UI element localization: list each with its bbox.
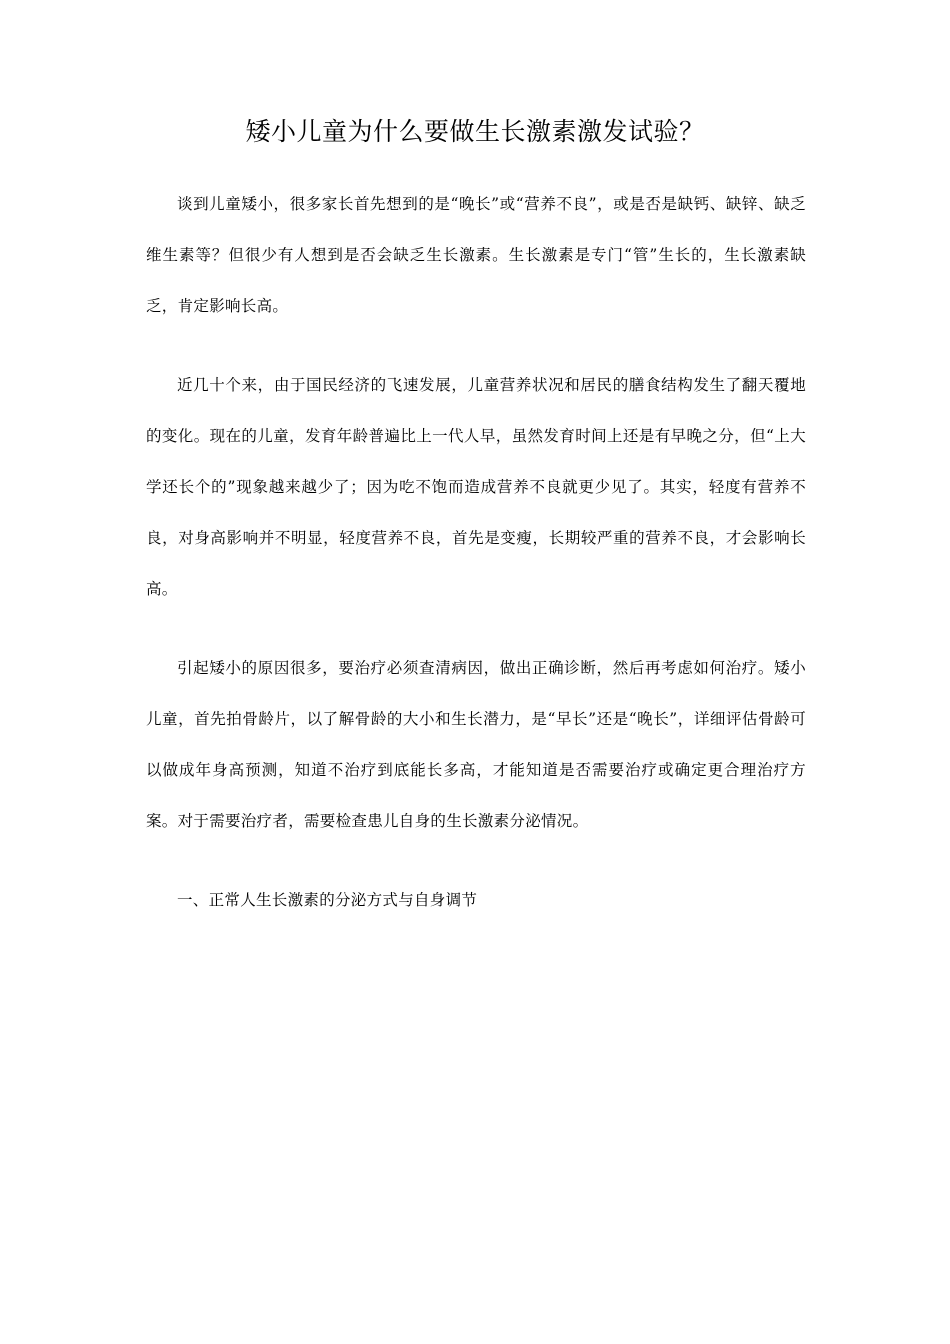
document-body [146,179,806,926]
paragraph-2: 近几十个来，由于国民经济的飞速发展，儿童营养状况和居民的膳食结构发生了翻天覆地的变化。现在的儿童，发育年龄普遍比上一代人早，虽然发育时间上还是有早晚之分，但“上大学还长个的”现象越来越少了；因为吃不饱而造成营养不良就更少见了。其实，轻度有营养不良，对身高影响并不明显，轻度营养不良，首先是变瘦，长期较严重的营养不良，才会影响长高。 [146,376,806,598]
section-heading: 一、正常人生长激素的分泌方式与自身调节 [177,891,478,909]
paragraph-1: 谈到儿童矮小，很多家长首先想到的是“晚长”或“营养不良”，或是否是缺钙、缺锌、缺乏维生素等？但很少有人想到是否会缺乏生长激素。生长激素是专门“管”生长的，生长激素缺乏，肯定影响长高。 [146,195,806,315]
paragraph-3: 引起矮小的原因很多，要治疗必须查清病因，做出正确诊断，然后再考虑如何治疗。矮小儿童，首先拍骨龄片，以了解骨龄的大小和生长潜力，是“早长”还是“晚长”，详细评估骨龄可以做成年身高预测，知道不治疗到底能长多高，才能知道是否需要治疗或确定更合理治疗方案。对于需要治疗者，需要检查患儿自身的生长激素分泌情况。 [146,659,806,830]
document-title: 矮小儿童为什么要做生长激素激发试验？ [245,117,705,146]
